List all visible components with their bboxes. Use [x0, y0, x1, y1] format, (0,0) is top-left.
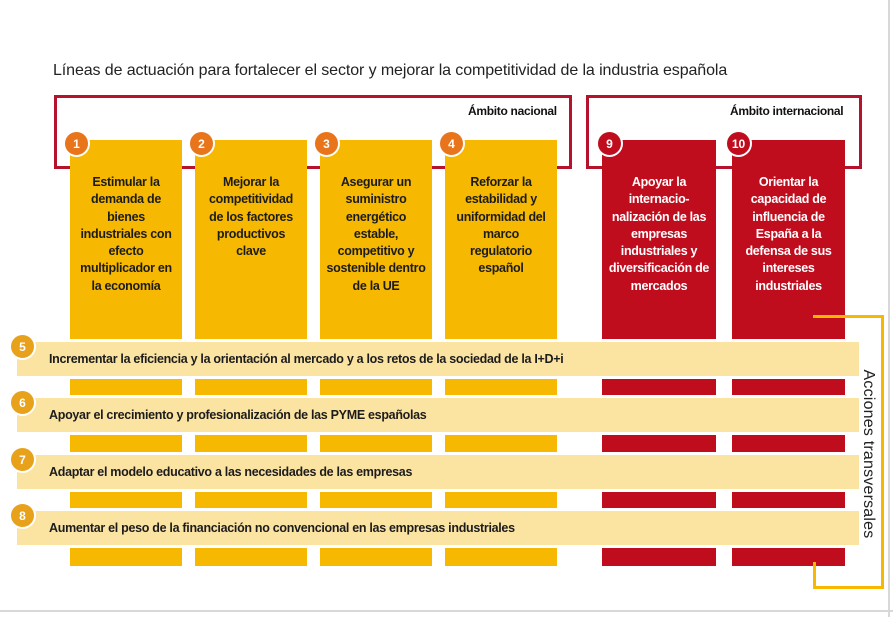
badge-10: 10	[725, 130, 752, 157]
action-column-10-text: Orientar la capacidad de influencia de España a la defensa de sus intereses industriales	[745, 175, 832, 293]
badge-6: 6	[9, 389, 36, 416]
action-column-9-text: Apoyar la internacio-nalización de las empresas industriales y diversificación de mercados	[608, 175, 710, 293]
badge-9: 9	[596, 130, 623, 157]
badge-7: 7	[9, 446, 36, 473]
badge-8: 8	[9, 502, 36, 529]
transversal-band-6	[17, 395, 859, 435]
transversal-band-5-text: Incrementar la eficiencia y la orientación al mercado y a los retos de la sociedad de la I+D+i	[49, 352, 564, 366]
frame-right-border	[888, 0, 890, 617]
transversal-band-7	[17, 452, 859, 492]
action-column-1-text: Estimular la demanda de bienes industriales con efecto multiplicador en la economía	[80, 175, 172, 293]
transversal-band-5	[17, 339, 859, 379]
frame-bottom-border	[0, 610, 893, 612]
international-scope-label: Ámbito internacional	[730, 104, 844, 118]
transversal-bracket-stub	[813, 562, 816, 589]
action-column-2-text: Mejorar la competitividad de los factores productivos clave	[208, 175, 293, 259]
badge-5: 5	[9, 333, 36, 360]
diagram-title: Líneas de actuación para fortalecer el sector y mejorar la competitividad de la industria española	[53, 62, 728, 79]
action-column-4-text: Reforzar la estabilidad y uniformidad del marco regulatorio español	[456, 175, 546, 276]
transversal-band-7-text: Adaptar el modelo educativo a las necesidades de las empresas	[49, 465, 413, 479]
transversal-band-8-text: Aumentar el peso de la financiación no convencional en las empresas industriales	[49, 521, 515, 535]
national-scope-label: Ámbito nacional	[468, 104, 557, 118]
badge-3: 3	[313, 130, 340, 157]
badge-1: 1	[63, 130, 90, 157]
badge-4: 4	[438, 130, 465, 157]
transversal-band-8	[17, 508, 859, 548]
transversal-label: Acciones transversales	[860, 369, 877, 539]
action-column-3-text: Asegurar un suministro energético estable, competitivo y sostenible dentro de la UE	[326, 175, 426, 293]
badge-2: 2	[188, 130, 215, 157]
transversal-band-6-text: Apoyar el crecimiento y profesionalización de las PYME españolas	[49, 408, 427, 422]
